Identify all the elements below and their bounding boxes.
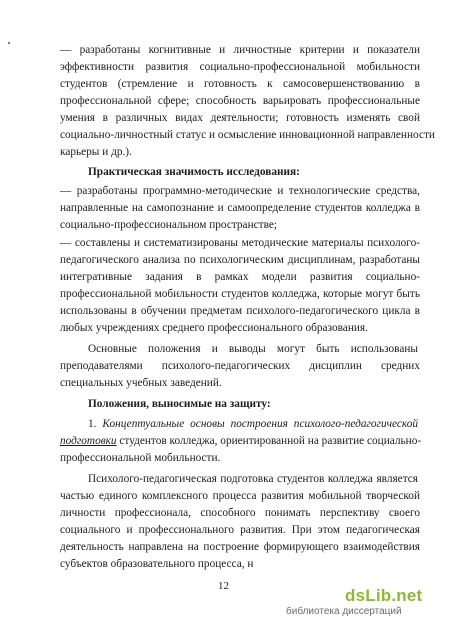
section-heading-theses: Положения, выносимые на защиту:	[88, 398, 271, 410]
watermark-caption: библиотека диссертаций	[286, 606, 402, 617]
text-line: Психолого-педагогическая подготовка студентов колледжа является	[88, 473, 418, 485]
text-line: — разработаны программно-методические и технологические средства,	[60, 185, 420, 197]
text-line: педагогического анализа по психологическим дисциплинам, разработаны	[60, 254, 420, 266]
text-line: специальных учебных заведений.	[60, 377, 222, 389]
text-line: социального и профессионального развития. При этом педагогическая	[60, 524, 420, 536]
watermark-logo: dsLib.net	[345, 586, 423, 605]
text-line: профессиональной мобильности.	[60, 452, 221, 464]
text-line: использованы в обучении предметам психолого-педагогического цикла в	[60, 305, 420, 317]
text-line: деятельность направлена на построение формирующего взаимодействия	[60, 541, 420, 553]
text-line: профессиональной мобильности студентов колледжа, которые могут быть	[60, 288, 420, 300]
item-number: 1.	[88, 418, 103, 430]
text-line: любых учреждениях среднего профессионального образования.	[60, 322, 368, 334]
text-line: интегративные задания в рамках модели развития социально-	[60, 271, 420, 283]
text-line: Основные положения и выводы могут быть использованы	[88, 343, 418, 355]
text-line: — составлены и систематизированы методические материалы психолого-	[60, 237, 420, 249]
text-line: социально-профессиональном пространстве;	[60, 219, 277, 231]
text-line: карьеры и др.).	[60, 146, 132, 158]
item-underlined-word: подготовки	[60, 435, 117, 447]
page-number: 12	[218, 580, 229, 592]
text-line: профессиональной сфере; способность варьировать профессиональные	[60, 95, 420, 107]
text-line: преподавателями психолого-педагогических дисциплин средних	[60, 360, 420, 372]
text-line-item-1-cont	[60, 433, 420, 449]
text-line: направленные на самопознание и самоопределение студентов колледжа в	[60, 202, 420, 214]
text-line: личности профессионала, способного понимать перспективу своего	[60, 507, 420, 519]
item-rest-text: студентов колледжа, ориентированной на развитие социально-	[116, 435, 422, 447]
text-line: студентов (стремление и готовность к самосовершенствованию в	[60, 78, 420, 90]
text-line: умения в различных видах деятельности; готовность изменять свой	[60, 112, 420, 124]
text-line: социально-личностный статус и осмысление инновационной направленности	[60, 129, 435, 141]
text-line: субъектов образовательного процесса, н	[60, 558, 254, 570]
text-line: — разработаны когнитивные и личностные критерии и показатели	[60, 44, 420, 56]
text-line: эффективности развития социально-профессиональной мобильности	[60, 61, 420, 73]
scan-speck	[8, 42, 10, 44]
item-italic-text: Концептуальные основы построения психолого-педагогической	[102, 418, 419, 430]
text-line: частью единого комплексного процесса развития мобильной творческой	[60, 490, 420, 502]
text-line-item-1	[88, 416, 418, 432]
section-heading-practical: Практическая значимость исследования:	[88, 166, 300, 178]
